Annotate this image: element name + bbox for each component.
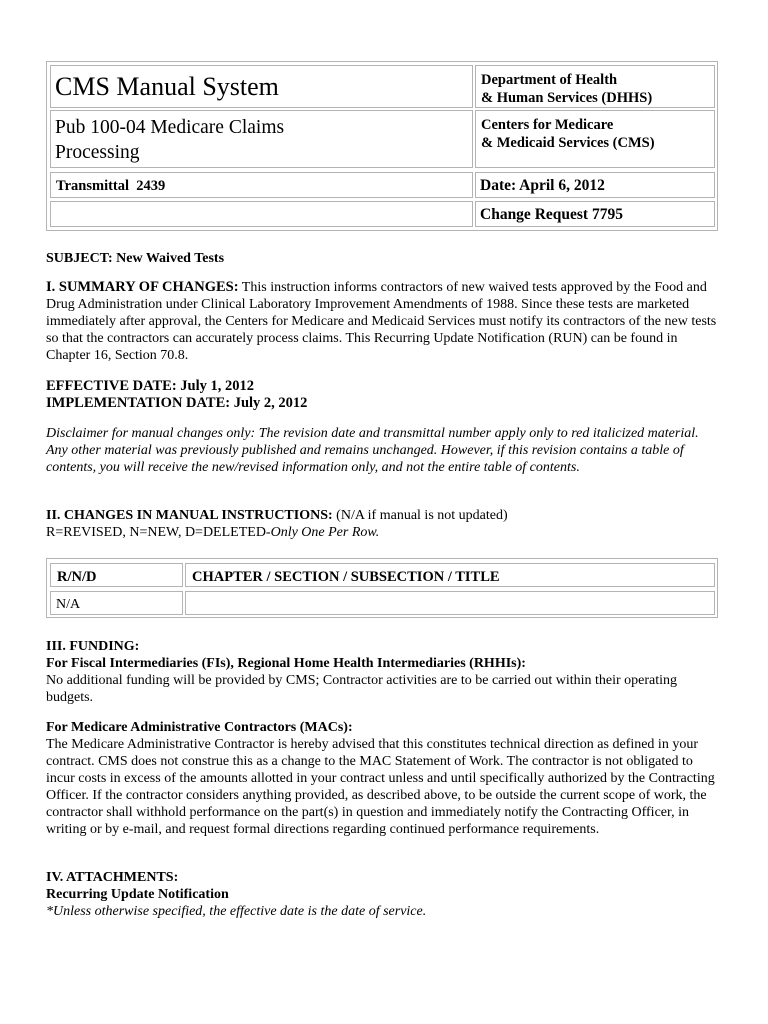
fi-heading: For Fiscal Intermediaries (FIs), Regional Home Health Intermediaries (RHHIs): — [46, 656, 526, 671]
column-header-rnd: R/N/D — [50, 563, 183, 587]
department-cell — [475, 65, 715, 108]
attachment-note: *Unless otherwise specified, the effective date is the date of service. — [46, 904, 427, 919]
header-table — [46, 61, 718, 231]
publication-name: Pub 100-04 Medicare Claims Processing — [55, 117, 285, 163]
subject-line: SUBJECT: New Waived Tests — [46, 251, 225, 266]
centers-cell — [475, 110, 715, 168]
implementation-date: IMPLEMENTATION DATE: July 2, 2012 — [46, 395, 308, 411]
attachments-heading: IV. ATTACHMENTS: — [46, 870, 179, 885]
table-cell — [185, 591, 715, 615]
manual-system-cell — [50, 65, 473, 108]
attachment-item: Recurring Update Notification — [46, 887, 229, 902]
empty-cell — [50, 201, 473, 227]
changes-heading: II. CHANGES IN MANUAL INSTRUCTIONS: — [46, 508, 333, 523]
summary-text: This instruction informs contractors of new waived tests approved by the Food and Drug Administration under Clinical Laboratory Improvement Amendments of 1988. Since these tests are marketed immediately after approval, the Centers for Medicare and Medicaid Services must notify its contractors of the new tests so that the contractors can accurately process claims. This Recurring Update Notification (RUN) can be found in Chapter 16, Section 70.8. — [46, 280, 717, 363]
table-cell: N/A — [50, 591, 183, 615]
summary-paragraph — [46, 279, 722, 364]
changes-heading-line — [46, 507, 722, 524]
funding-heading: III. FUNDING: — [46, 639, 140, 654]
change-request-cell — [475, 201, 715, 227]
page-title: CMS Manual System — [55, 72, 279, 101]
transmittal-number: Transmittal 2439 — [56, 178, 166, 194]
legend-text: R=REVISED, N=NEW, D=DELETED- — [46, 525, 271, 540]
department-name: Department of Health & Human Services (DHHS) — [481, 72, 653, 106]
mac-text: The Medicare Administrative Contractor is hereby advised that this constitutes technical direction as defined in your contract. CMS does not construe this as a change to the MAC Statement of Work. The contractor is not obligated to incur costs in excess of the amounts allotted in your contract unless and until specifically authorized by the Contracting Officer. If the contractor considers anything provided, as described above, to be outside the current scope of work, the contractor shall withhold performance on the part(s) in question and immediately notify the Contracting Officer, in writing or by e-mail, and request formal directions regarding continued performance requirements. — [46, 737, 715, 837]
legend-italic: Only One Per Row. — [270, 525, 380, 540]
change-request-number: Change Request 7795 — [480, 206, 623, 223]
date-cell — [475, 172, 715, 198]
disclaimer: Disclaimer for manual changes only: The revision date and transmittal number apply only to red italicized material. Any other material was previously published and remains unchanged. However, if this revision contains a table of contents, you will receive the new/revised information only, and not the entire table of contents. — [46, 426, 699, 475]
changes-legend — [46, 524, 722, 541]
publication-cell — [50, 110, 473, 168]
issue-date: Date: April 6, 2012 — [480, 177, 605, 194]
transmittal-cell — [50, 172, 473, 198]
centers-name: Centers for Medicare & Medicaid Services (CMS) — [481, 117, 655, 151]
column-header-chapter: CHAPTER / SECTION / SUBSECTION / TITLE — [185, 563, 715, 587]
mac-heading: For Medicare Administrative Contractors (MACs): — [46, 720, 353, 735]
effective-date: EFFECTIVE DATE: July 1, 2012 — [46, 378, 254, 394]
changes-table — [46, 558, 718, 618]
fi-text: No additional funding will be provided by CMS; Contractor activities are to be carried out within their operating budgets. — [46, 673, 678, 705]
changes-note: (N/A if manual is not updated) — [332, 508, 508, 523]
summary-heading: I. SUMMARY OF CHANGES: — [46, 279, 239, 295]
